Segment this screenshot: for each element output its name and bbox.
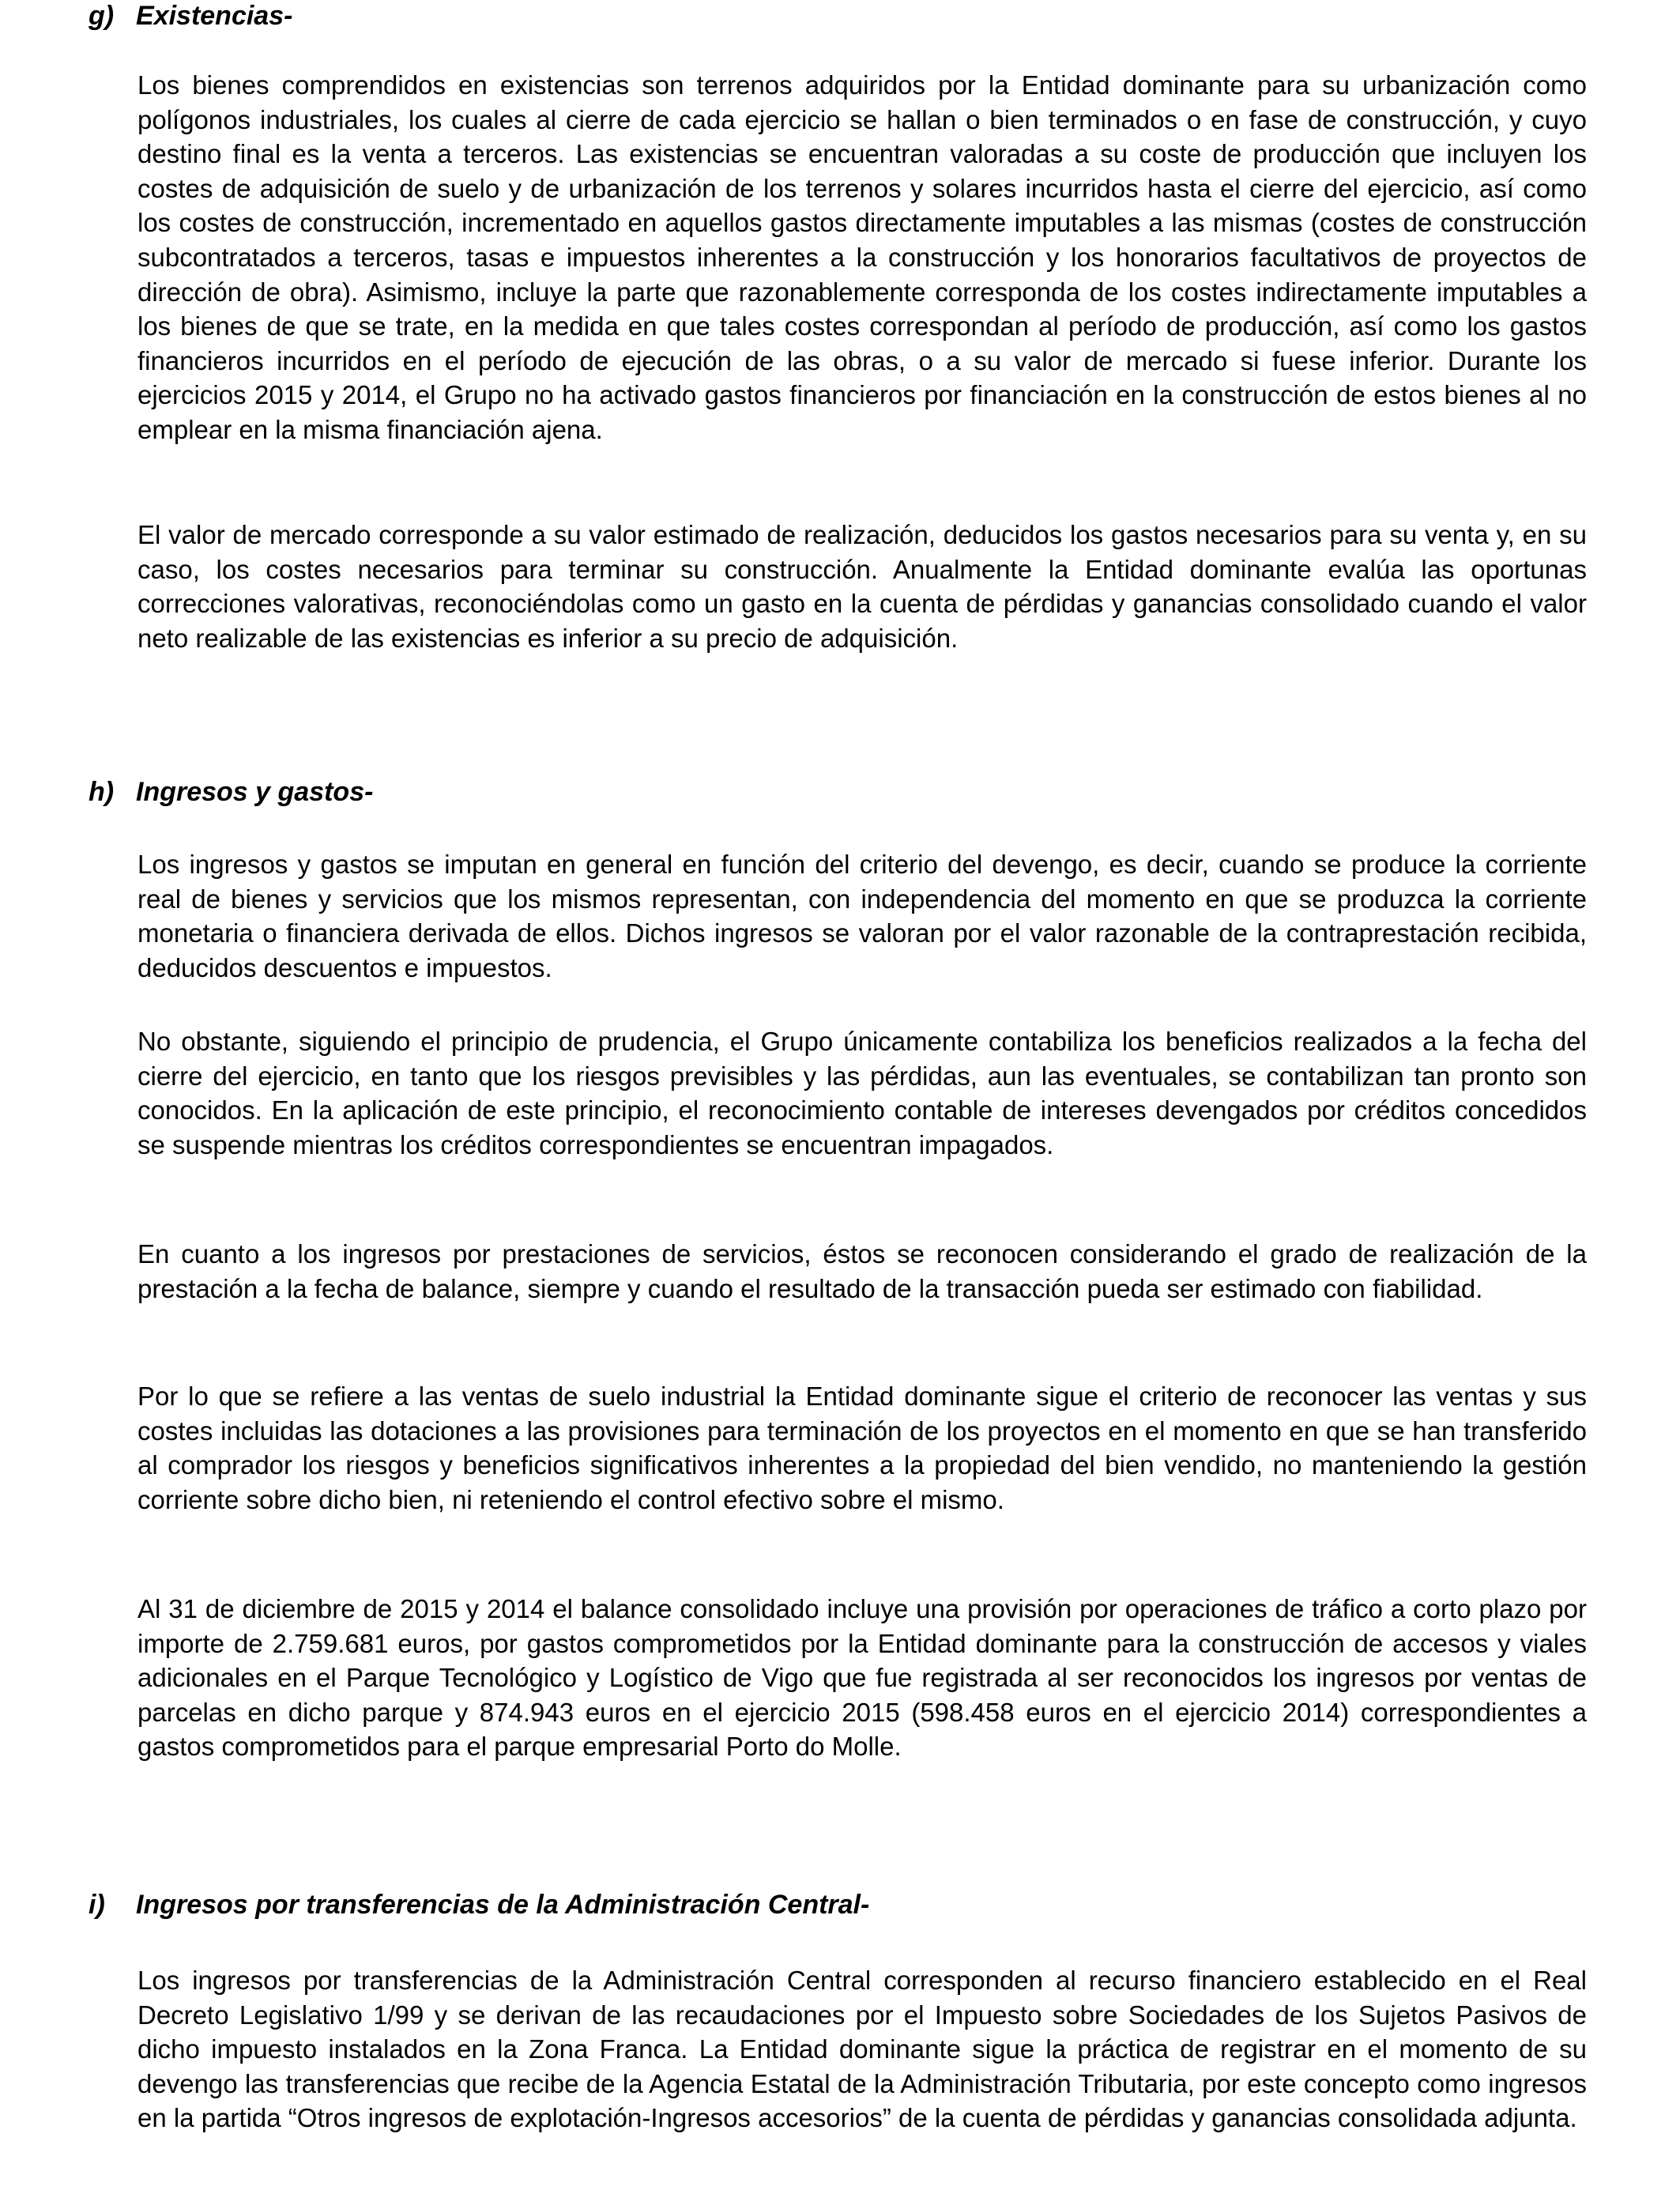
section-title: Existencias- (136, 1, 293, 31)
section-title: Ingresos y gastos- (136, 777, 374, 807)
paragraph: No obstante, siguiendo el principio de prudencia, el Grupo únicamente contabiliza los beneficios realizados a la fecha del cierre del ejercicio, en tanto que los riesgos previsibles y las pérdidas, aun las eventuales, se contabilizan tan pronto son conocidos. En la aplicación de este principio, el reconocimiento contable de intereses devengados por créditos concedidos se suspende mientras los créditos correspondientes se encuentran impagados. (137, 1027, 1587, 1159)
paragraph: Al 31 de diciembre de 2015 y 2014 el balance consolidado incluye una provisión por operaciones de tráfico a corto plazo por importe de 2.759.681 euros, por gastos comprometidos por la Entidad dominante para la construcción de accesos y viales adicionales en el Parque Tecnológico y Logístico de Vigo que fue registrada al ser reconocidos los ingresos por ventas de parcelas en dicho parque y 874.943 euros en el ejercicio 2015 (598.458 euros en el ejercicio 2014) correspondientes a gastos comprometidos para el parque empresarial Porto do Molle. (137, 1594, 1587, 1762)
section-letter: g) (89, 1, 115, 31)
paragraph: Los bienes comprendidos en existencias son terrenos adquiridos por la Entidad dominante para su urbanización como polígonos industriales, los cuales al cierre de cada ejercicio se hallan o bien terminados o en fase de construcción, y cuyo destino final es la venta a terceros. Las existencias se encuentran valoradas a su coste de producción que incluyen los costes de adquisición de suelo y de urbanización de los terrenos y solares incurridos hasta el cierre del ejercicio, así como los costes de construcción, incrementado en aquellos gastos directamente imputables a las mismas (costes de construcción subcontratados a terceros, tasas e impuestos inherentes a la construcción y los honorarios facultativos de proyectos de dirección de obra). Asimismo, incluye la parte que razonablemente corresponda de los costes indirectamente imputables a los bienes de que se trate, en la medida en que tales costes correspondan al período de producción, así como los gastos financieros incurridos en el período de ejecución de las obras, o a su valor de mercado si fuese inferior. Durante los ejercicios 2015 y 2014, el Grupo no ha activado gastos financieros por financiación en la construcción de estos bienes al no emplear en la misma financiación ajena. (137, 70, 1587, 444)
section-heading-existencias (89, 0, 292, 32)
paragraph: En cuanto a los ingresos por prestaciones de servicios, éstos se reconocen considerando el grado de realización de la prestación a la fecha de balance, siempre y cuando el resultado de la transacción pueda ser estimado con fiabilidad. (137, 1239, 1587, 1303)
paragraph: Los ingresos y gastos se imputan en general en función del criterio del devengo, es decir, cuando se produce la corriente real de bienes y servicios que los mismos representan, con independencia del momento en que se produzca la corriente monetaria o financiera derivada de ellos. Dichos ingresos se valoran por el valor razonable de la contraprestación recibida, deducidos descuentos e impuestos. (137, 850, 1587, 982)
section-heading-transferencias (89, 1889, 869, 1921)
paragraph: Por lo que se refiere a las ventas de suelo industrial la Entidad dominante sigue el criterio de reconocer las ventas y sus costes incluidas las dotaciones a las provisiones para terminación de los proyectos en el momento en que se han transferido al comprador los riesgos y beneficios significativos inherentes a la propiedad del bien vendido, no manteniendo la gestión corriente sobre dicho bien, ni reteniendo el control efectivo sobre el mismo. (137, 1382, 1587, 1514)
section-letter: h) (89, 777, 115, 807)
section-heading-ingresos-gastos (89, 776, 373, 808)
paragraph: El valor de mercado corresponde a su valor estimado de realización, deducidos los gastos necesarios para su venta y, en su caso, los costes necesarios para terminar su construcción. Anualmente la Entidad dominante evalúa las oportunas correcciones valorativas, reconociéndolas como un gasto en la cuenta de pérdidas y ganancias consolidado cuando el valor neto realizable de las existencias es inferior a su precio de adquisición. (137, 520, 1587, 653)
section-title: Ingresos por transferencias de la Administración Central- (136, 1890, 870, 1920)
paragraph: Los ingresos por transferencias de la Administración Central corresponden al recurso financiero establecido en el Real Decreto Legislativo 1/99 y se derivan de las recaudaciones por el Impuesto sobre Sociedades de los Sujetos Pasivos de dicho impuesto instalados en la Zona Franca. La Entidad dominante sigue la práctica de registrar en el momento de su devengo las transferencias que recibe de la Agencia Estatal de la Administración Tributaria, por este concepto como ingresos en la partida “Otros ingresos de explotación-Ingresos accesorios” de la cuenta de pérdidas y ganancias consolidada adjunta. (137, 1966, 1587, 2133)
section-letter: i) (89, 1890, 105, 1920)
